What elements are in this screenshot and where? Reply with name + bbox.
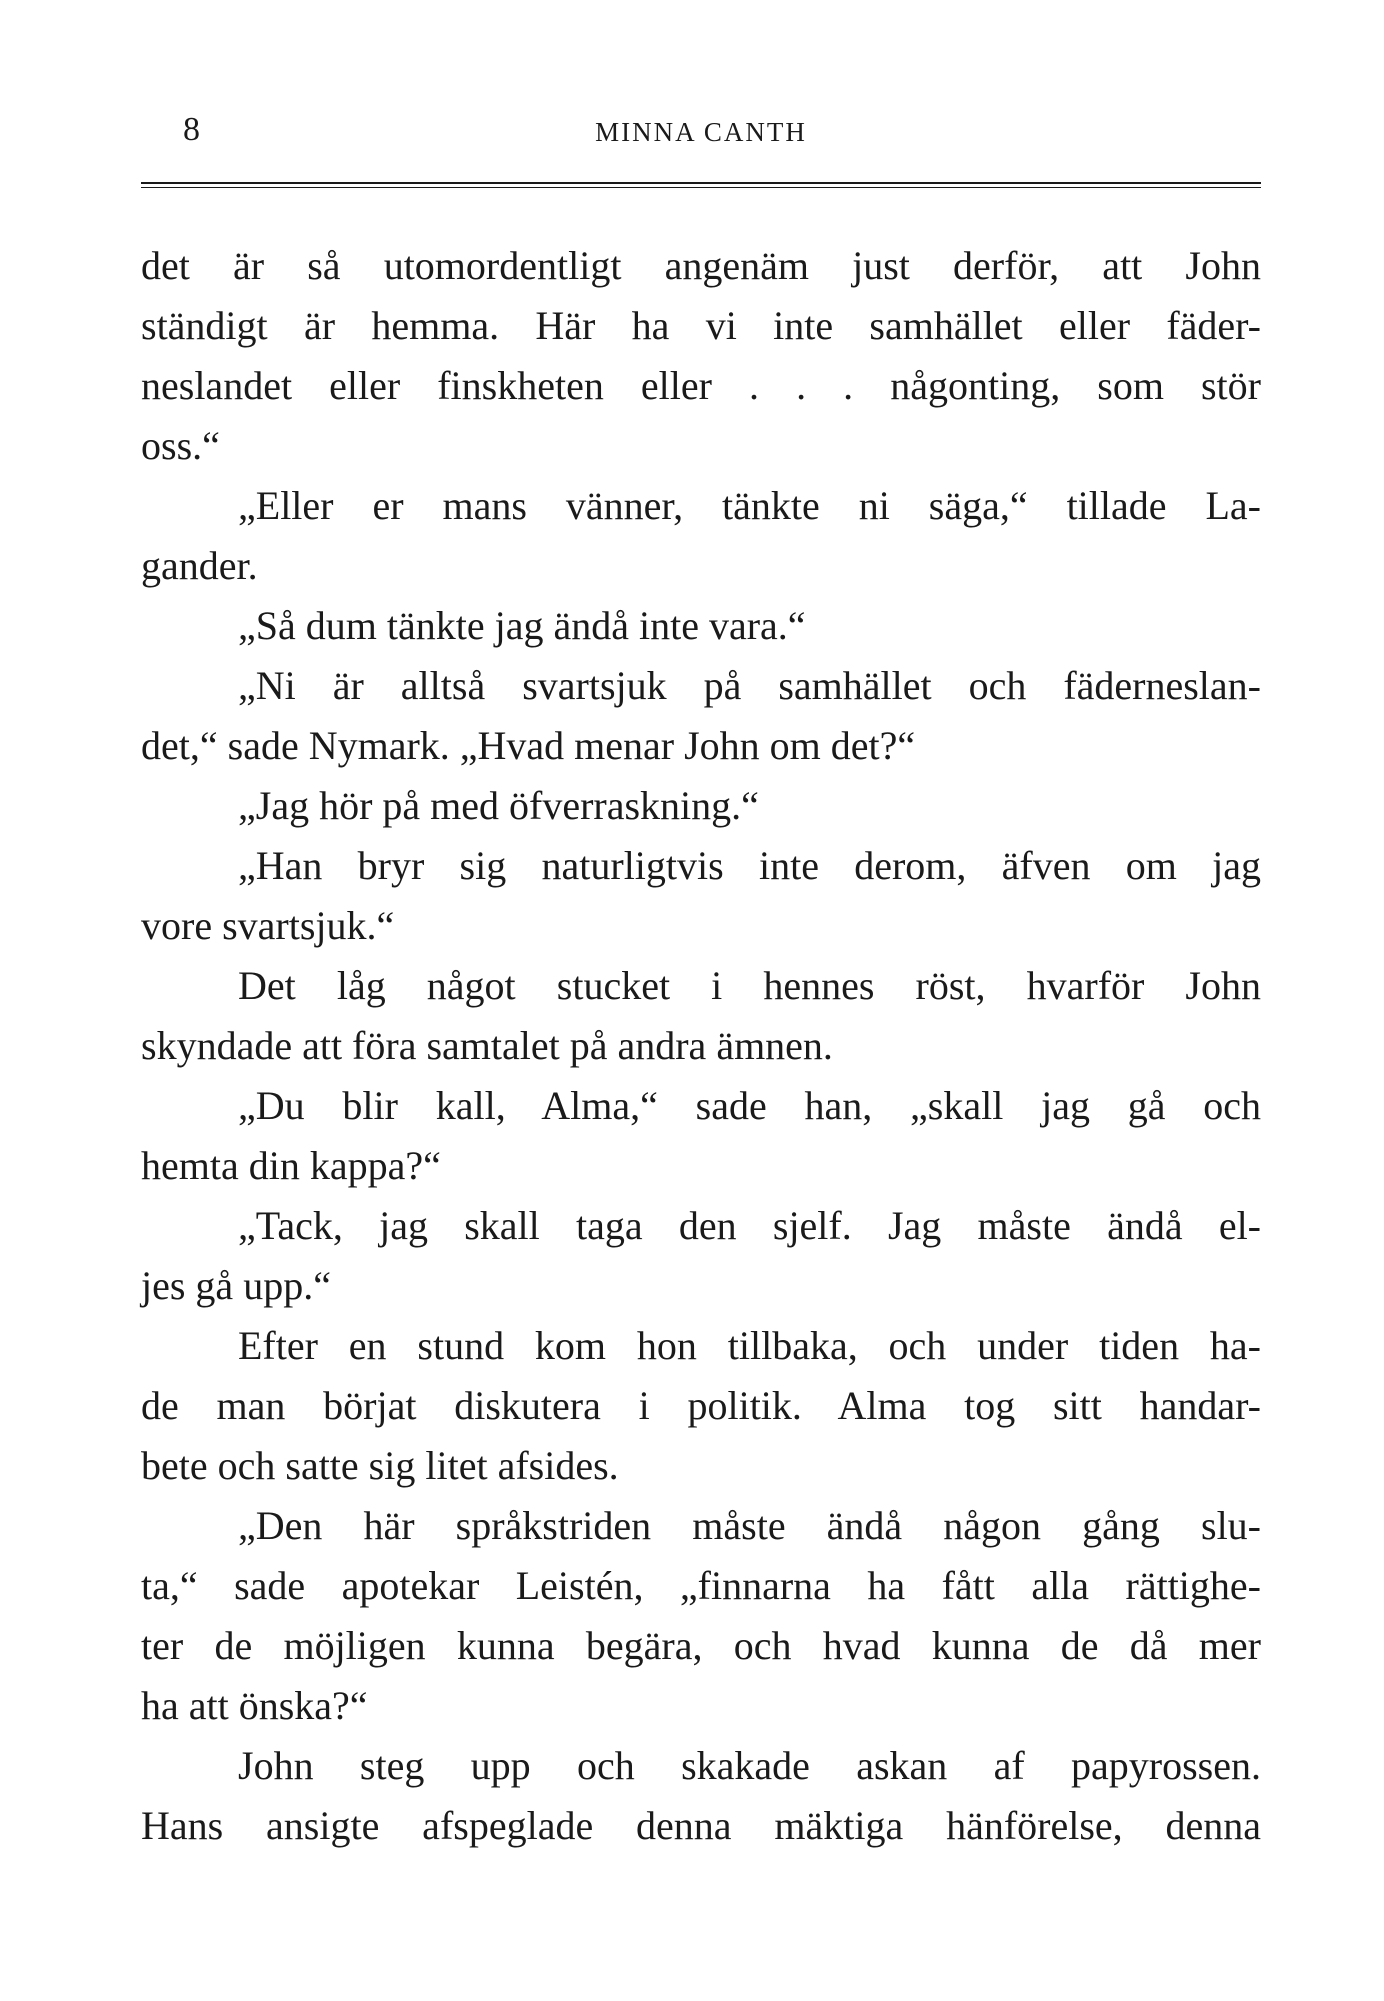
text-line: bete och satte sig litet afsides. [141,1443,619,1488]
text-line: gander. [141,543,258,588]
text-line: „Han bryr sig naturligtvis inte derom, äfven om jag [238,843,1261,888]
header-rule [141,182,1261,188]
running-head: MINNA CANTH [595,117,807,147]
text-line: Det låg något stucket i hennes röst, hvarför John [238,963,1261,1008]
text-line: „Tack, jag skall taga den sjelf. Jag måste ändå el- [238,1203,1261,1248]
text-line: „Den här språkstriden måste ändå någon gång slu- [238,1503,1261,1548]
text-line: John steg upp och skakade askan af papyrossen. [238,1743,1261,1788]
text-line: ter de möjligen kunna begära, och hvad kunna de då mer [141,1623,1261,1668]
page-number: 8 [183,111,200,148]
text-line: ständigt är hemma. Här ha vi inte samhället eller fäder- [141,303,1261,348]
text-line: jes gå upp.“ [141,1263,331,1308]
text-line: det,“ sade Nymark. „Hvad menar John om det?“ [141,723,916,768]
text-line: ta,“ sade apotekar Leistén, „finnarna ha fått alla rättighe- [141,1563,1261,1608]
text-line: hemta din kappa?“ [141,1143,441,1188]
text-line: de man börjat diskutera i politik. Alma tog sitt handar- [141,1383,1261,1428]
text-line: skyndade att föra samtalet på andra ämnen. [141,1023,833,1068]
text-line: neslandet eller finskheten eller . . . någonting, som stör [141,363,1261,408]
page-header [141,110,1261,154]
text-line: „Så dum tänkte jag ändå inte vara.“ [238,603,806,648]
text-line: „Eller er mans vänner, tänkte ni säga,“ tillade La- [238,483,1261,528]
text-line: „Jag hör på med öfverraskning.“ [238,783,759,828]
text-line: vore svartsjuk.“ [141,903,395,948]
text-line: det är så utomordentligt angenäm just derför, att John [141,243,1261,288]
body-text [141,236,1261,1856]
text-line: oss.“ [141,423,220,468]
text-line: „Du blir kall, Alma,“ sade han, „skall jag gå och [238,1083,1261,1128]
text-line: ha att önska?“ [141,1683,368,1728]
text-line: „Ni är alltså svartsjuk på samhället och fäderneslan- [238,663,1261,708]
text-line: Efter en stund kom hon tillbaka, och under tiden ha- [238,1323,1261,1368]
text-line: Hans ansigte afspeglade denna mäktiga hänförelse, denna [141,1803,1261,1848]
